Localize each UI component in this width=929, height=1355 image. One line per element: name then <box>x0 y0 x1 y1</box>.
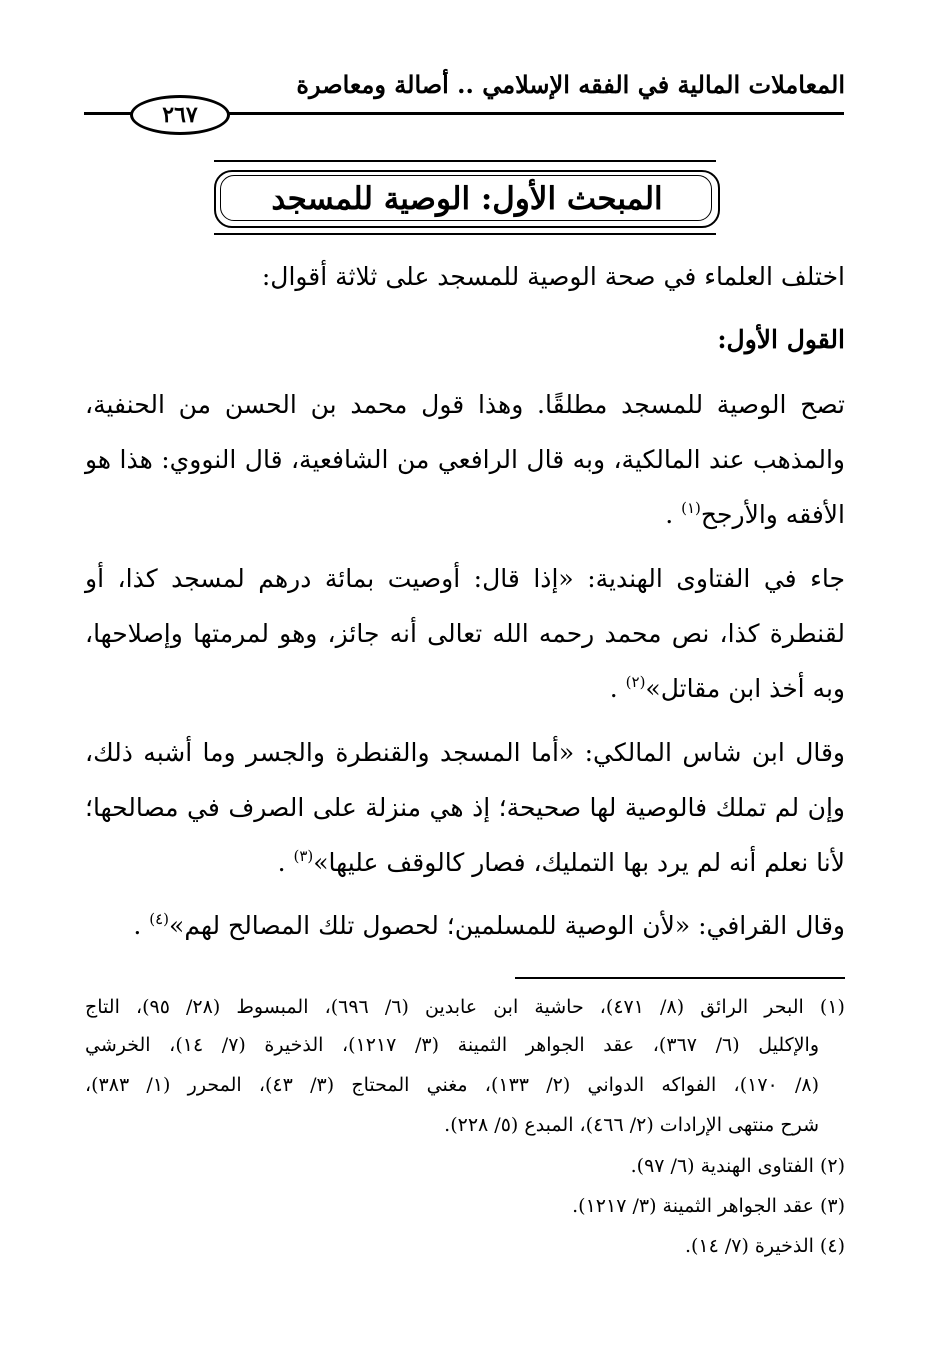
footnote-4: (٤) الذخيرة (٧/ ١٤). <box>684 1235 845 1257</box>
footnote-1-line-2: والإكليل (٦/ ٣٦٧)، عقد الجواهر الثمينة (٣/ ١٢١٧)، الذخيرة (٧/ ١٤)، الخرشي <box>85 1034 820 1056</box>
paragraph-3-end: . <box>277 848 294 877</box>
heading-rule-bottom <box>214 233 716 235</box>
footnote-separator <box>515 977 845 979</box>
section-heading: المبحث الأول: الوصية للمسجد <box>271 181 663 217</box>
first-saying-heading: القول الأول: <box>717 325 845 354</box>
intro-text: اختلف العلماء في صحة الوصية للمسجد على ثلاثة أقوال: <box>261 262 845 291</box>
paragraph-1-line-3 <box>85 500 845 529</box>
paragraph-4-line-1-text: وقال القرافي: «لأن الوصية للمسلمين؛ لحصول تلك المصالح لهم» <box>169 911 845 940</box>
paragraph-2-line-3 <box>85 674 845 703</box>
heading-rule-top <box>214 160 716 162</box>
paragraph-2-line-1: جاء في الفتاوى الهندية: «إذا قال: أوصيت بمائة درهم لمسجد كذا، أو <box>85 564 845 593</box>
paragraph-1-line-3-text: الأفقه والأرجح <box>700 500 845 529</box>
footnote-2: (٢) الفتاوى الهندية (٦/ ٩٧). <box>630 1155 845 1177</box>
footnote-ref-3[interactable]: (٣) <box>293 847 314 865</box>
paragraph-3-line-1: وقال ابن شاس المالكي: «أما المسجد والقنطرة والجسر وما أشبه ذلك، <box>85 738 845 767</box>
paragraph-3-line-2: وإن لم تملك فالوصية لها صحيحة؛ إذ هي منزلة على الصرف في مصالحها؛ <box>85 793 845 822</box>
page-number <box>130 95 230 135</box>
footnote-1-line-4: شرح منتهى الإرادات (٢/ ٤٦٦)، المبدع (٥/ ٢٢٨). <box>444 1114 819 1136</box>
paragraph-1-line-2: والمذهب عند المالكية، وبه قال الرافعي من الشافعية، قال النووي: هذا هو <box>85 445 845 474</box>
paragraph-2-line-3-text: وبه أخذ ابن مقاتل» <box>645 674 845 703</box>
paragraph-3-line-3-text: لأنا نعلم أنه لم يرد بها التمليك، فصار كالوقف عليها» <box>313 848 845 877</box>
footnote-ref-4[interactable]: (٤) <box>149 910 170 928</box>
paragraph-4-line-1 <box>85 911 845 940</box>
paragraph-1-line-1: تصح الوصية للمسجد مطلقًا. وهذا قول محمد بن الحسن من الحنفية، <box>85 390 845 419</box>
footnote-3: (٣) عقد الجواهر الثمينة (٣/ ١٢١٧). <box>572 1195 845 1217</box>
footnote-1-line-3: (٨/ ١٧٠)، الفواكه الدواني (٢/ ١٣٣)، مغني المحتاج (٣/ ٤٣)، المحرر (١/ ٣٨٣)، <box>85 1074 820 1096</box>
paragraph-2-line-2: لقنطرة كذا، نص محمد رحمه الله تعالى أنه جائز، وهو لمرمتها وإصلاحها، <box>85 619 845 648</box>
paragraph-1-end: . <box>665 500 682 529</box>
footnote-ref-2[interactable]: (٢) <box>625 673 646 691</box>
paragraph-3-line-3 <box>85 848 845 877</box>
footnote-ref-1[interactable]: (١) <box>681 499 701 517</box>
footnote-1-line-1: (١) البحر الرائق (٨/ ٤٧١)، حاشية ابن عابدين (٦/ ٦٩٦)، المبسوط (٢٨/ ٩٥)، التاج <box>85 996 845 1018</box>
paragraph-2-end: . <box>609 674 626 703</box>
paragraph-4-end: . <box>133 911 150 940</box>
running-title: المعاملات المالية في الفقه الإسلامي .. أصالة ومعاصرة <box>296 70 845 99</box>
page-number-text: ٢٦٧ <box>162 102 198 128</box>
